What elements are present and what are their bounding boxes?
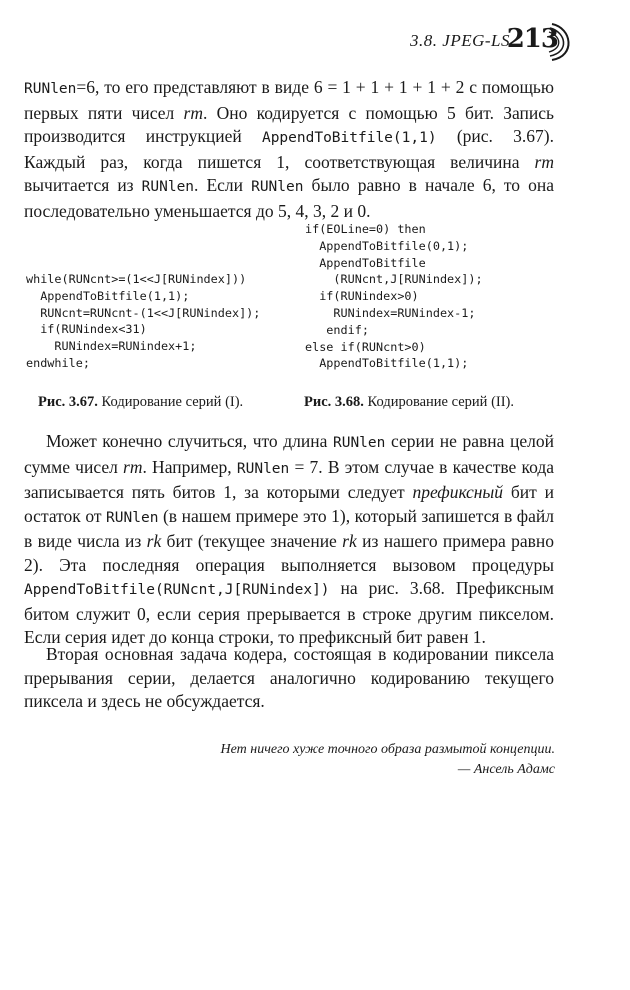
code-runlen: RUNlen [332,435,386,451]
text-span: было равно в начале 6, то она последовательно уменьшается до 5, 4, 3, 2 и 0. [24,175,554,221]
math-rm: rm [183,102,203,123]
figure-3-68-caption [304,394,514,411]
page-number: 213 [506,24,558,54]
epigraph-author: — Ансель Адамс [457,762,555,777]
math-rk: rk [342,531,357,551]
text-span: Может конечно случиться, что длина [46,431,333,451]
text-span: на рис. 3.68. Префиксным битом служит 0, если серия прерывается в строке другим пикселом. Если серия идет до конца строки, то префиксный бит равен 1. [24,578,554,647]
text-span: =6, то его представляют в виде 6 = 1 + 1 + 1 + 1 + 2 с помощью первых пяти чисел [24,77,554,123]
math-rm: rm [123,456,143,477]
code-runlen: RUNlen [141,179,195,195]
text-span: вычитается из [24,175,142,195]
code-runlen: RUNlen [106,509,159,526]
paragraph-prefix-bit [24,430,554,650]
running-head: 3.8. JPEG-LS [410,31,510,50]
page-number-ornament [548,20,578,64]
caption-label: Рис. 3.68. [304,394,364,410]
paragraph-runlen-decomposition [24,76,554,223]
caption-label: Рис. 3.67. [38,394,98,410]
text-span: = 7. В этом случае в качестве кода записывается пять битов 1, за которыми следует [24,456,555,502]
text-span: . Например, [142,456,237,477]
emphasis-prefix: префиксный [412,482,504,502]
figure-3-68-code: if(EOLine=0) then AppendToBitfile(0,1); AppendToBitfile (RUNcnt,J[RUNindex]); if(RUNindex>0) RUNindex=RUNindex-1; endif; else if(RUNcnt>0) AppendToBitfile(1,1); [305,222,483,371]
code-runlen: RUNlen [251,179,304,195]
text-span: из нашего примера равно 2). Эта последняя операция выполняется вызовом процедуры [24,531,554,575]
text-span: (в нашем примере это 1), который запишется в файл в виде числа из [24,505,554,551]
text-span: серии не равна целой сумме чисел [24,431,554,477]
text-span: . Если [194,175,252,195]
code-append: AppendToBitfile(1,1) [261,130,437,146]
figure-3-67-caption [38,394,243,411]
caption-text: Кодирование серий (I). [97,394,244,410]
epigraph-quote: Нет ничего хуже точного образа размытой концепции. [220,742,555,757]
page-header [0,20,600,64]
text-span: . Оно кодируется с помощью 5 бит. Запись производится инструкцией [24,102,554,146]
math-rk: rk [146,531,162,551]
text-span: (рис. 3.67). Каждый раз, когда пишется 1, соответствующая величина [24,126,554,172]
caption-text: Кодирование серий (II). [363,394,515,410]
code-append-call: AppendToBitfile(RUNcnt,J[RUNindex]) [24,582,330,598]
code-runlen: RUNlen [236,460,290,477]
epigraph [221,740,556,780]
math-rm: rm [534,151,554,172]
paragraph-text: Вторая основная задача кодера, состоящая в кодировании пиксела прерывания серии, делается аналогично кодированию текущего пиксела и здесь не обсуждается. [24,644,554,711]
figure-3-67-code: while(RUNcnt>=(1<<J[RUNindex])) AppendToBitfile(1,1); RUNcnt=RUNcnt-(1<<J[RUNindex]); if(RUNindex<31) RUNindex=RUNindex+1; endwhile; [26,272,261,370]
code-runlen: RUNlen [24,81,77,97]
text-span: бит и остаток от [24,482,554,526]
text-span: бит (текущее значение [161,531,343,551]
paragraph-second-task [24,643,554,714]
